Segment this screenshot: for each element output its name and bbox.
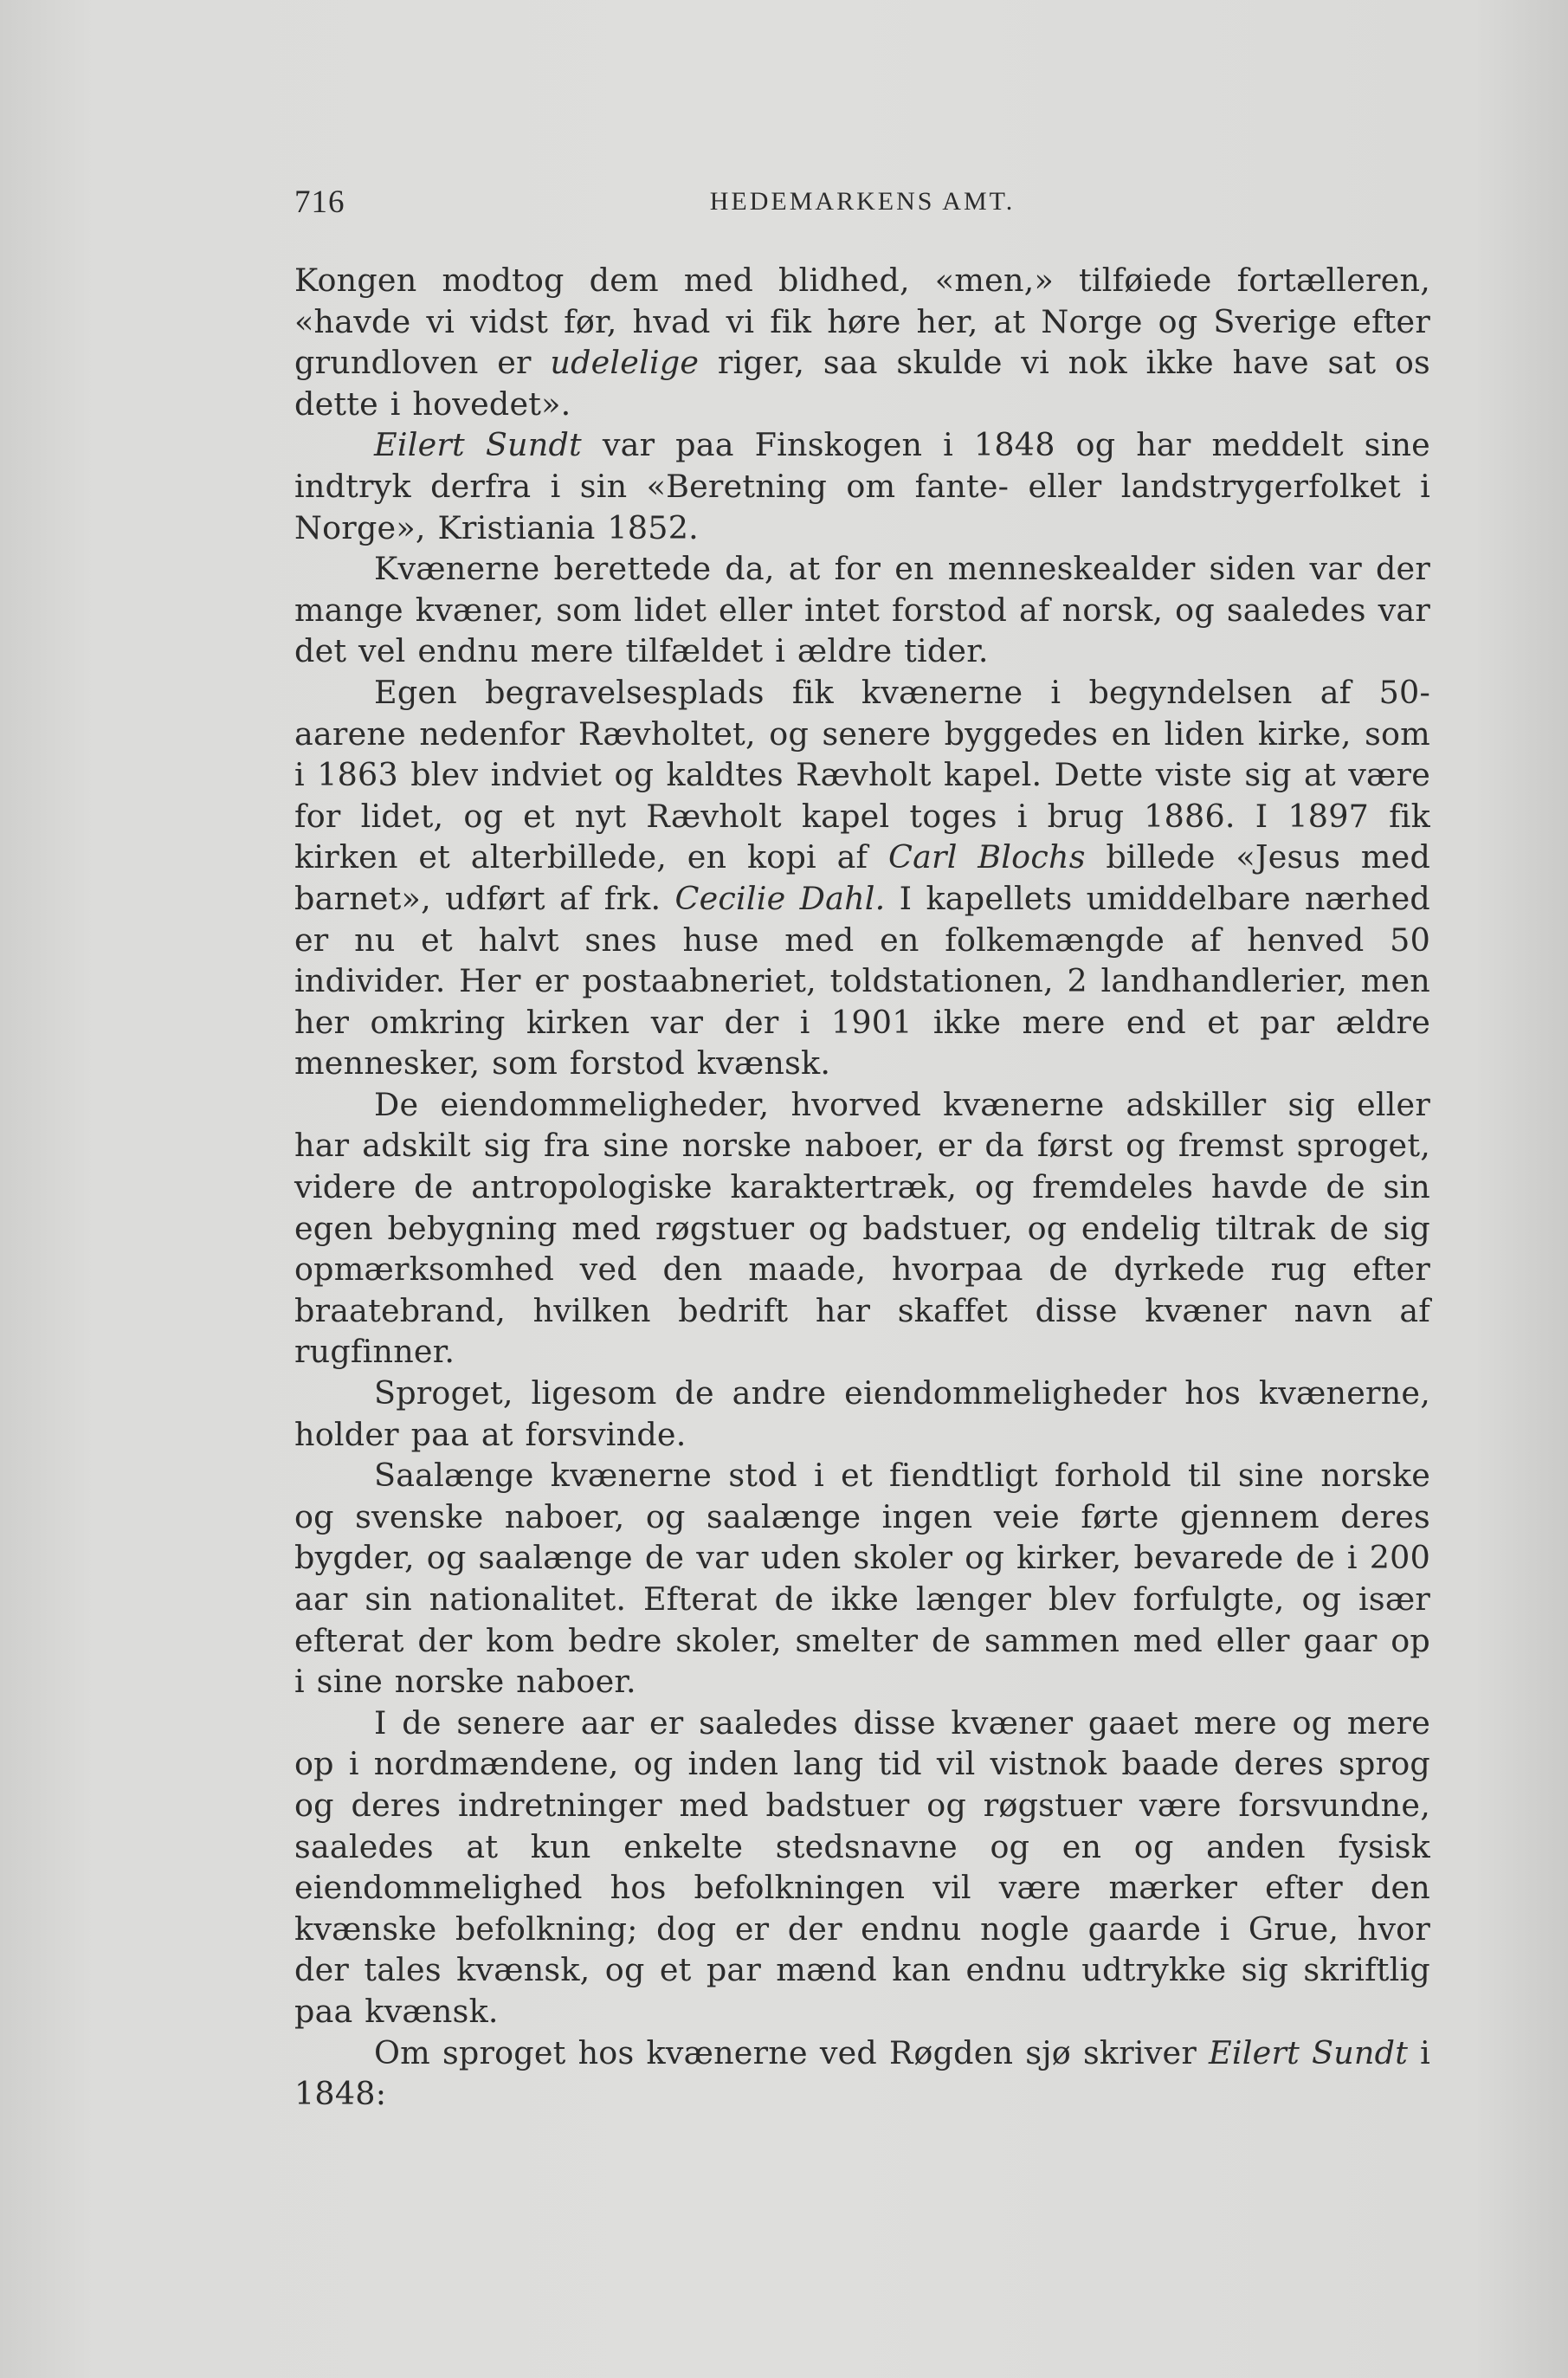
italic-text: Eilert Sundt — [1209, 2033, 1409, 2071]
text-run: Sproget, ligesom de andre eiendommeligheder hos kvænerne, holder paa at forsvinde. — [294, 1374, 1430, 1453]
running-head: HEDEMARKENS AMT. — [709, 187, 1016, 216]
text-run: Kongen modtog dem med blidhed, «men,» tilføiede fortælleren, «havde vi vidst før, hvad vi fik høre her, at Norge og Sverige efter grundloven er — [294, 262, 1430, 382]
paragraph — [294, 1084, 1430, 1373]
paragraph — [294, 548, 1430, 672]
text-run: I de senere aar er saaledes disse kvæner gaaet mere og mere op i nordmændene, og inden lang tid vil vistnok baade deres sprog og deres indretninger med badstuer og røgstuer være forsvundne, saaledes at kun enkelte stedsnavne og en og anden fysisk eiendommelighed hos befolkningen vil være mærker efter den kvænske befolkning; dog er der endnu nogle gaarde i Grue, hvor der tales kvænsk, og et par mænd kan endnu udtrykke sig skriftlig paa kvænsk. — [294, 1703, 1430, 2030]
page-header — [294, 184, 1430, 229]
text-run: De eiendommeligheder, hvorved kvænerne adskiller sig eller har adskilt sig fra sine norske naboer, er da først og fremst sproget, videre de antropologiske karaktertræk, og fremdeles havde de sin egen bebygning med røgstuer og badstuer, og endelig tiltrak de sig opmærksomhed ved den maade, hvorpaa de dyrkede rug efter braatebrand, hvilken bedrift har skaffet disse kvæner navn af rugfinner. — [294, 1085, 1430, 1371]
italic-text: Carl Blochs — [887, 838, 1086, 876]
body-text — [294, 260, 1430, 2115]
paragraph — [294, 1373, 1430, 1455]
paragraph — [294, 1455, 1430, 1703]
italic-text: udelelige — [550, 344, 700, 382]
text-run: Kvænerne berettede da, at for en menneskealder siden var der mange kvæner, som lidet eller intet forstod af norsk, og saaledes var det vel endnu mere tilfældet i ældre tider. — [294, 550, 1430, 670]
text-run: I kapellets umiddelbare nærhed er nu et halvt snes huse med en folkemængde af henved 50 individer. Her er postaabneriet, toldstationen, 2 landhandlerier, men her omkring kirken var der i 1901 ikke mere end et par ældre mennesker, som forstod kvænsk. — [294, 879, 1430, 1082]
italic-text: Cecilie Dahl. — [674, 879, 886, 917]
paragraph — [294, 1703, 1430, 2032]
text-run: i 1848: — [294, 2033, 1430, 2113]
italic-text: Eilert Sundt — [374, 426, 582, 464]
paragraph — [294, 672, 1430, 1084]
text-run: Om sproget hos kvænerne ved Røgden sjø skriver — [374, 2033, 1210, 2071]
paragraph — [294, 260, 1430, 424]
text-run: var paa Finskogen i 1848 og har meddelt sine indtryk derfra i sin «Beretning om fante- eller landstrygerfolket i Norge», Kristiania 1852. — [294, 426, 1430, 546]
text-run: Saalænge kvænerne stod i et fiendtligt forhold til sine norske og svenske naboer, og saalænge ingen veie førte gjennem deres bygder, og saalænge de var uden skoler og kirker, bevarede de i 200 aar sin nationalitet. Efterat de ikke længer blev forfulgte, og især efterat der kom bedre skoler, smelter de sammen med eller gaar op i sine norske naboer. — [294, 1457, 1430, 1701]
text-run: Egen begravelsesplads fik kvænerne i begyndelsen af 50-aarene nedenfor Rævholtet, og senere byggedes en liden kirke, som i 1863 blev indviet og kaldtes Rævholt kapel. Dette viste sig at være for lidet, og et nyt Rævholt kapel toges i brug 1886. I 1897 fik kirken et alterbillede, en kopi af — [294, 673, 1430, 876]
page-number: 716 — [294, 184, 345, 220]
paragraph — [294, 2032, 1430, 2115]
text-run: billede «Jesus med barnet», udført af frk. — [294, 838, 1431, 917]
text-run: riger, saa skulde vi nok ikke have sat os dette i hovedet». — [294, 344, 1430, 423]
paragraph — [294, 424, 1430, 548]
